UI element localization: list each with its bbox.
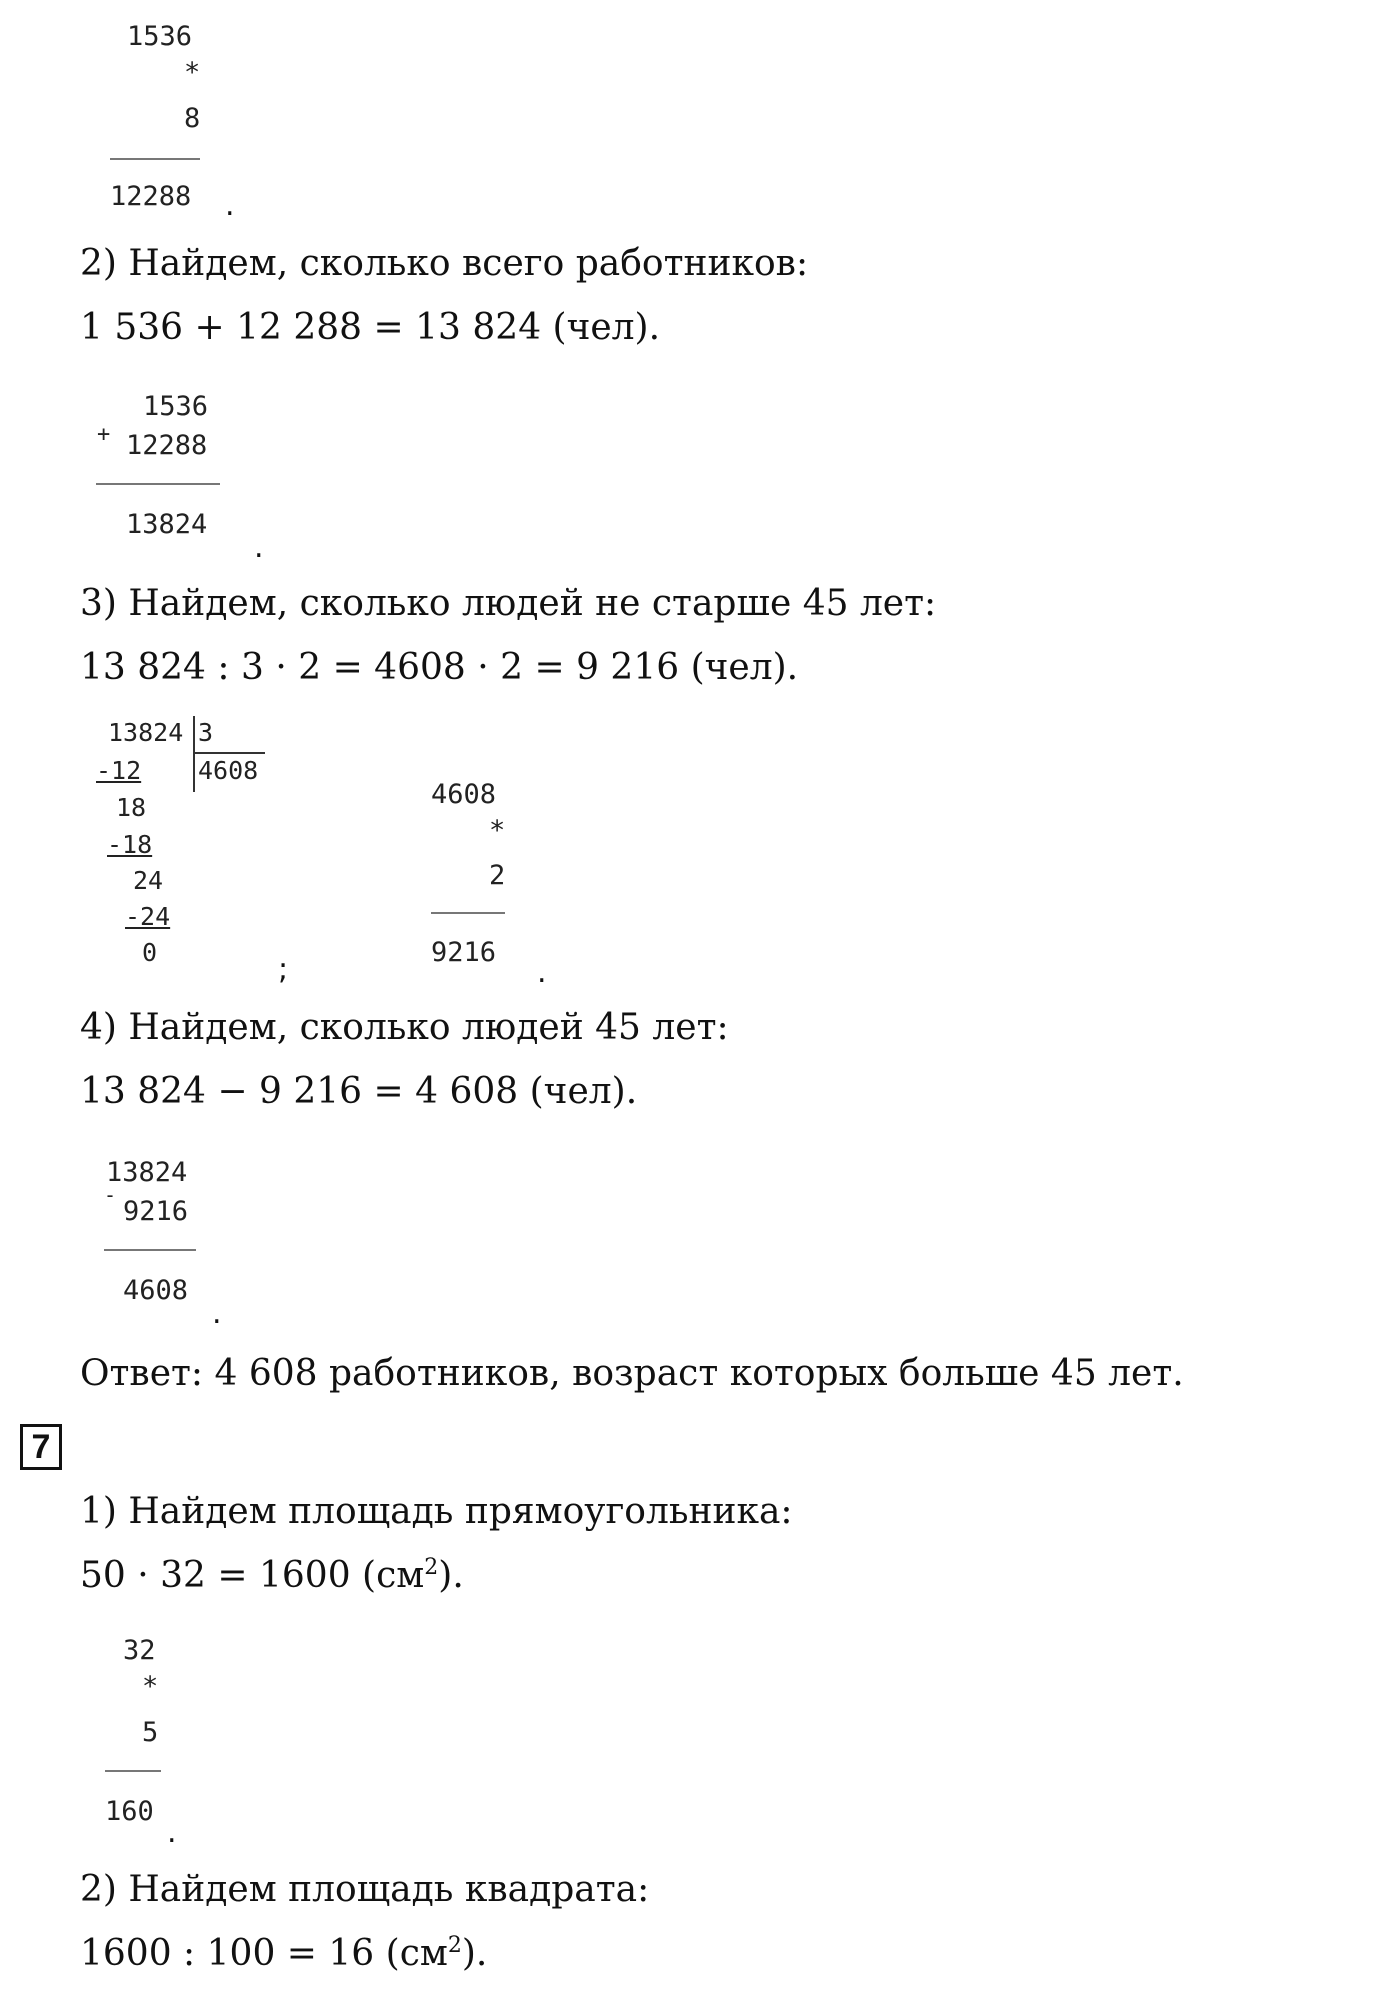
formula-main: 50 · 32 = 1600 (см <box>80 1555 425 1596</box>
formula-superscript: 2 <box>447 1933 462 1958</box>
calc-result: 9216 <box>431 937 497 968</box>
answer-line: Ответ: 4 608 работников, возраст которых больше 45 лет. <box>80 1353 1184 1394</box>
calc-end-mark: . <box>537 955 547 990</box>
calc-operator: * <box>489 815 506 846</box>
calc-result: 12288 <box>110 181 192 212</box>
task-7-step-2-title: 2) Найдем площадь квадрата: <box>80 1869 650 1910</box>
calc-operand-top: 32 <box>123 1635 156 1666</box>
calc-underline <box>96 483 220 485</box>
division-step: -24 <box>125 902 171 931</box>
calc-operator: * <box>184 57 201 88</box>
step-2-title: 2) Найдем, сколько всего работников: <box>80 243 809 284</box>
formula-superscript: 2 <box>424 1555 439 1580</box>
division-dividend: 13824 <box>108 718 184 747</box>
calc-operand-bottom: 5 <box>142 1717 159 1748</box>
task-7-step-2-formula <box>80 1932 487 1976</box>
step-2-formula: 1 536 + 12 288 = 13 824 (чел). <box>80 307 661 348</box>
calc-result: 160 <box>105 1796 154 1827</box>
calc-end-mark: . <box>212 1296 222 1331</box>
division-vertical-line <box>193 716 195 792</box>
calc-operator: * <box>142 1671 159 1702</box>
calc-operator: + <box>97 422 111 447</box>
task-number-box: 7 <box>20 1424 62 1470</box>
division-step: 0 <box>142 938 158 967</box>
formula-end: ). <box>461 1933 488 1974</box>
calc-operand-top: 13824 <box>106 1157 188 1188</box>
calc-end-mark: . <box>225 188 235 223</box>
step-4-formula: 13 824 − 9 216 = 4 608 (чел). <box>80 1071 638 1112</box>
calc-end-mark: . <box>254 530 264 565</box>
division-step: -18 <box>107 830 153 859</box>
calc-underline <box>105 1770 161 1772</box>
division-step: -12 <box>96 756 142 785</box>
division-quotient: 4608 <box>198 756 259 785</box>
calc-operand-bottom: 9216 <box>123 1196 189 1227</box>
calc-operand-top: 1536 <box>127 21 193 52</box>
division-end-mark: ; <box>278 952 289 987</box>
task-7-step-1-formula <box>80 1554 464 1598</box>
calc-operand-top: 4608 <box>431 779 497 810</box>
step-4-title: 4) Найдем, сколько людей 45 лет: <box>80 1007 729 1048</box>
calc-operand-bottom: 12288 <box>126 430 208 461</box>
step-3-title: 3) Найдем, сколько людей не старше 45 лет: <box>80 583 937 624</box>
step-3-formula: 13 824 : 3 · 2 = 4608 · 2 = 9 216 (чел). <box>80 647 799 688</box>
calc-operator: - <box>104 1183 117 1207</box>
division-step: 18 <box>116 793 147 822</box>
calc-underline <box>104 1249 196 1251</box>
division-step: 24 <box>133 866 164 895</box>
formula-main: 1600 : 100 = 16 (см <box>80 1933 448 1974</box>
calc-operand-top: 1536 <box>143 391 209 422</box>
formula-end: ). <box>438 1555 464 1596</box>
calc-end-mark: . <box>167 1815 177 1850</box>
calc-operand-bottom: 8 <box>184 103 201 134</box>
calc-operand-bottom: 2 <box>489 860 506 891</box>
division-divisor-line <box>193 752 265 754</box>
calc-result: 4608 <box>123 1275 189 1306</box>
task-7-step-1-title: 1) Найдем площадь прямоугольника: <box>80 1491 793 1532</box>
calc-underline <box>431 912 505 914</box>
calc-underline <box>110 158 200 160</box>
division-divisor: 3 <box>198 718 214 747</box>
calc-result: 13824 <box>126 509 208 540</box>
